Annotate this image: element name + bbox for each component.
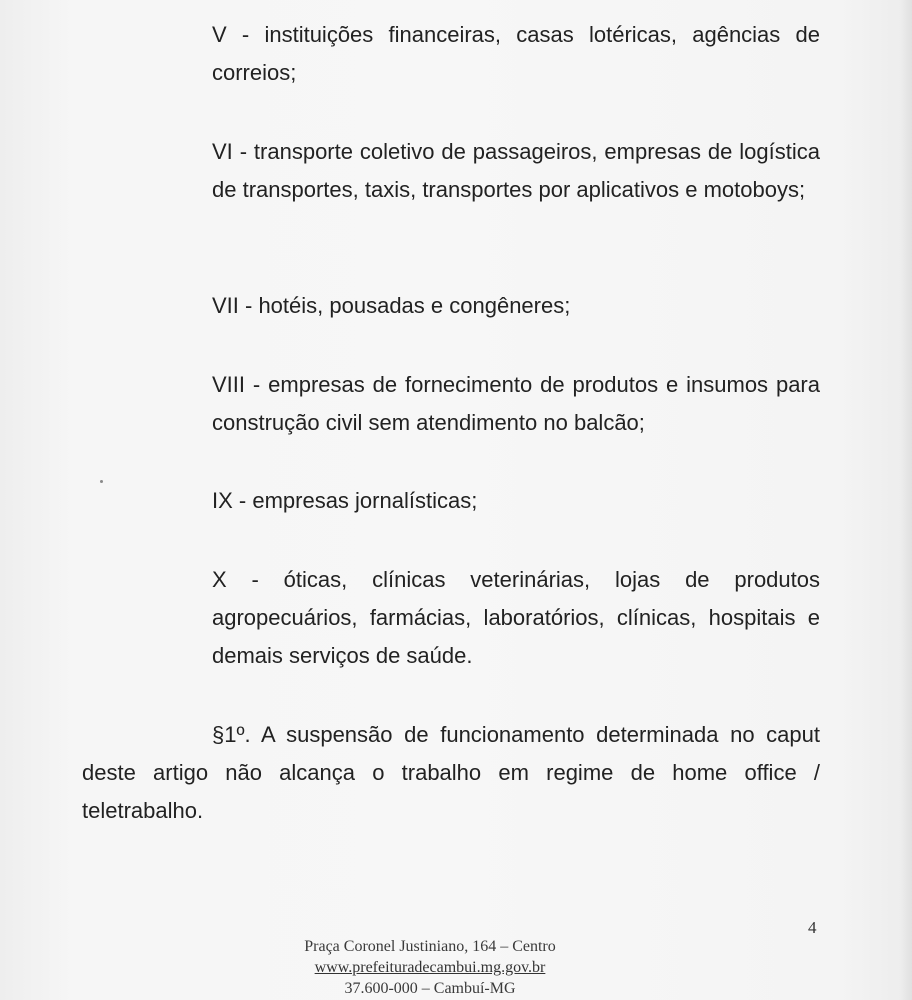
paragraph-1 (82, 716, 820, 830)
scan-speck (100, 480, 103, 483)
list-item-vi: VI - transporte coletivo de passageiros, empresas de logística de transportes, taxis, transportes por aplicativos e motoboys; (212, 139, 820, 202)
list-item-ix: IX - empresas jornalísticas; (212, 488, 478, 513)
page-number: 4 (808, 918, 817, 937)
paragraph-1-text: §1º. A suspensão de funcionamento determinada no caput deste artigo não alcança o trabalho em regime de home office / teletrabalho. (82, 722, 820, 823)
footer-postal: 37.600-000 – Cambuí-MG (344, 980, 516, 997)
footer-website-link[interactable]: www.prefeituradecambui.mg.gov.br (314, 959, 546, 976)
list-item-vii: VII - hotéis, pousadas e congêneres; (212, 293, 571, 318)
page-edge-shadow (900, 0, 912, 1000)
footer (0, 936, 886, 999)
footer-address: Praça Coronel Justiniano, 164 – Centro (304, 938, 556, 955)
list-item-viii: VIII - empresas de fornecimento de produtos e insumos para construção civil sem atendimento no balcão; (212, 372, 820, 435)
list-item-v: V - instituições financeiras, casas lotéricas, agências de correios; (212, 22, 820, 85)
list-item-x: X - óticas, clínicas veterinárias, lojas de produtos agropecuários, farmácias, laboratórios, clínicas, hospitais e demais serviços de saúde. (212, 567, 820, 668)
